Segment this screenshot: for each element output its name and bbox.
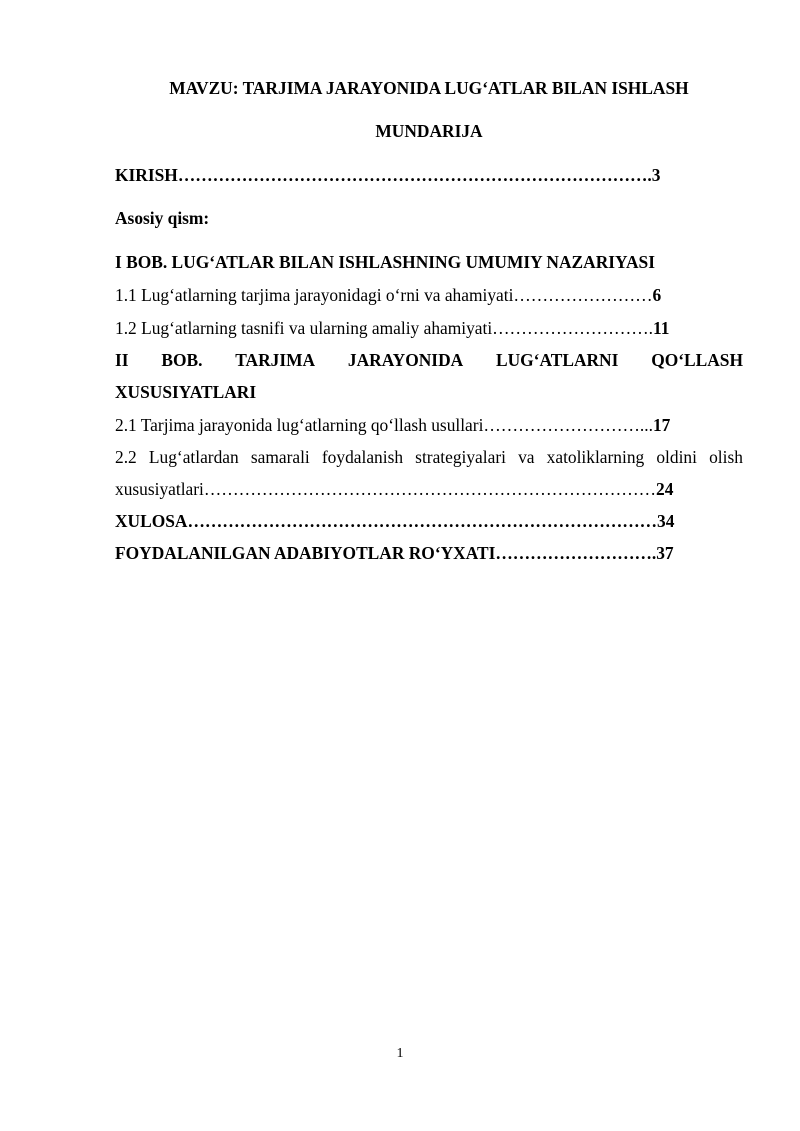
toc-word: QO‘LLASH: [651, 350, 743, 370]
toc-entry-text: 2.1 Tarjima jarayonida lug‘atlarning qo‘llash usullari………………………...: [115, 415, 653, 435]
toc-word: strategiyalari: [415, 447, 506, 467]
toc-page-number: 34: [657, 511, 675, 531]
toc-page-number: 6: [652, 285, 662, 305]
toc-entry-text: 1.1 Lug‘atlarning tarjima jarayonidagi o‘rni va ahamiyati……………………: [115, 285, 653, 305]
toc-entry-1-2: [115, 317, 743, 339]
toc-word: BOB.: [161, 350, 203, 370]
toc-page-number: 17: [652, 415, 671, 435]
toc-section-main-part: Asosiy qism:: [115, 208, 210, 228]
toc-entry-conclusion: [115, 510, 743, 532]
toc-word: JARAYONIDA: [347, 350, 464, 370]
toc-entry-2-2: [115, 446, 743, 468]
contents-heading: MUNDARIJA: [375, 121, 483, 141]
toc-word: Lug‘atlardan: [148, 447, 239, 467]
toc-word: va: [518, 447, 535, 467]
toc-entry-text: 1.2 Lug‘atlarning tasnifi va ularning amaliy ahamiyati……………………….: [115, 318, 654, 338]
toc-word: samarali: [250, 447, 310, 467]
toc-word: II: [115, 350, 129, 370]
toc-word: foydalanish: [321, 447, 404, 467]
toc-entry-1-1: [115, 284, 743, 306]
toc-word: TARJIMA: [235, 350, 316, 370]
toc-word: xatoliklarning: [546, 447, 645, 467]
toc-entry-text: XULOSA………………………………………………………………………: [115, 511, 658, 531]
toc-entry-kirish: [115, 164, 743, 186]
toc-chapter-1: I BOB. LUG‘ATLAR BILAN ISHLASHNING UMUMIY NAZARIYASI: [115, 252, 655, 272]
toc-entry-text: xususiyatlari……………………………………………………………………: [115, 479, 657, 499]
toc-entry-text: KIRISH………………………………………………………………………: [115, 165, 648, 185]
toc-page-number: 11: [653, 318, 670, 338]
toc-word: 2.2: [115, 447, 137, 467]
toc-word: LUG‘ATLARNI: [496, 350, 619, 370]
toc-entry-2-1: [115, 414, 743, 436]
toc-page-number: 24: [656, 479, 674, 499]
toc-chapter-2-continuation: XUSUSIYATLARI: [115, 382, 257, 402]
toc-entry-text: FOYDALANILGAN ADABIYOTLAR RO‘YXATI……………………….: [115, 543, 657, 563]
toc-word: oldini: [656, 447, 697, 467]
toc-chapter-2: [115, 349, 743, 371]
toc-word: olish: [709, 447, 743, 467]
topic-title: MAVZU: TARJIMA JARAYONIDA LUG‘ATLAR BILAN ISHLASH: [169, 78, 689, 98]
toc-page-number: .3: [647, 165, 661, 185]
toc-entry-2-2-continuation: [115, 478, 743, 500]
toc-page-number: 37: [656, 543, 674, 563]
page-number: 1: [396, 1046, 404, 1061]
toc-entry-bibliography: [115, 542, 743, 564]
